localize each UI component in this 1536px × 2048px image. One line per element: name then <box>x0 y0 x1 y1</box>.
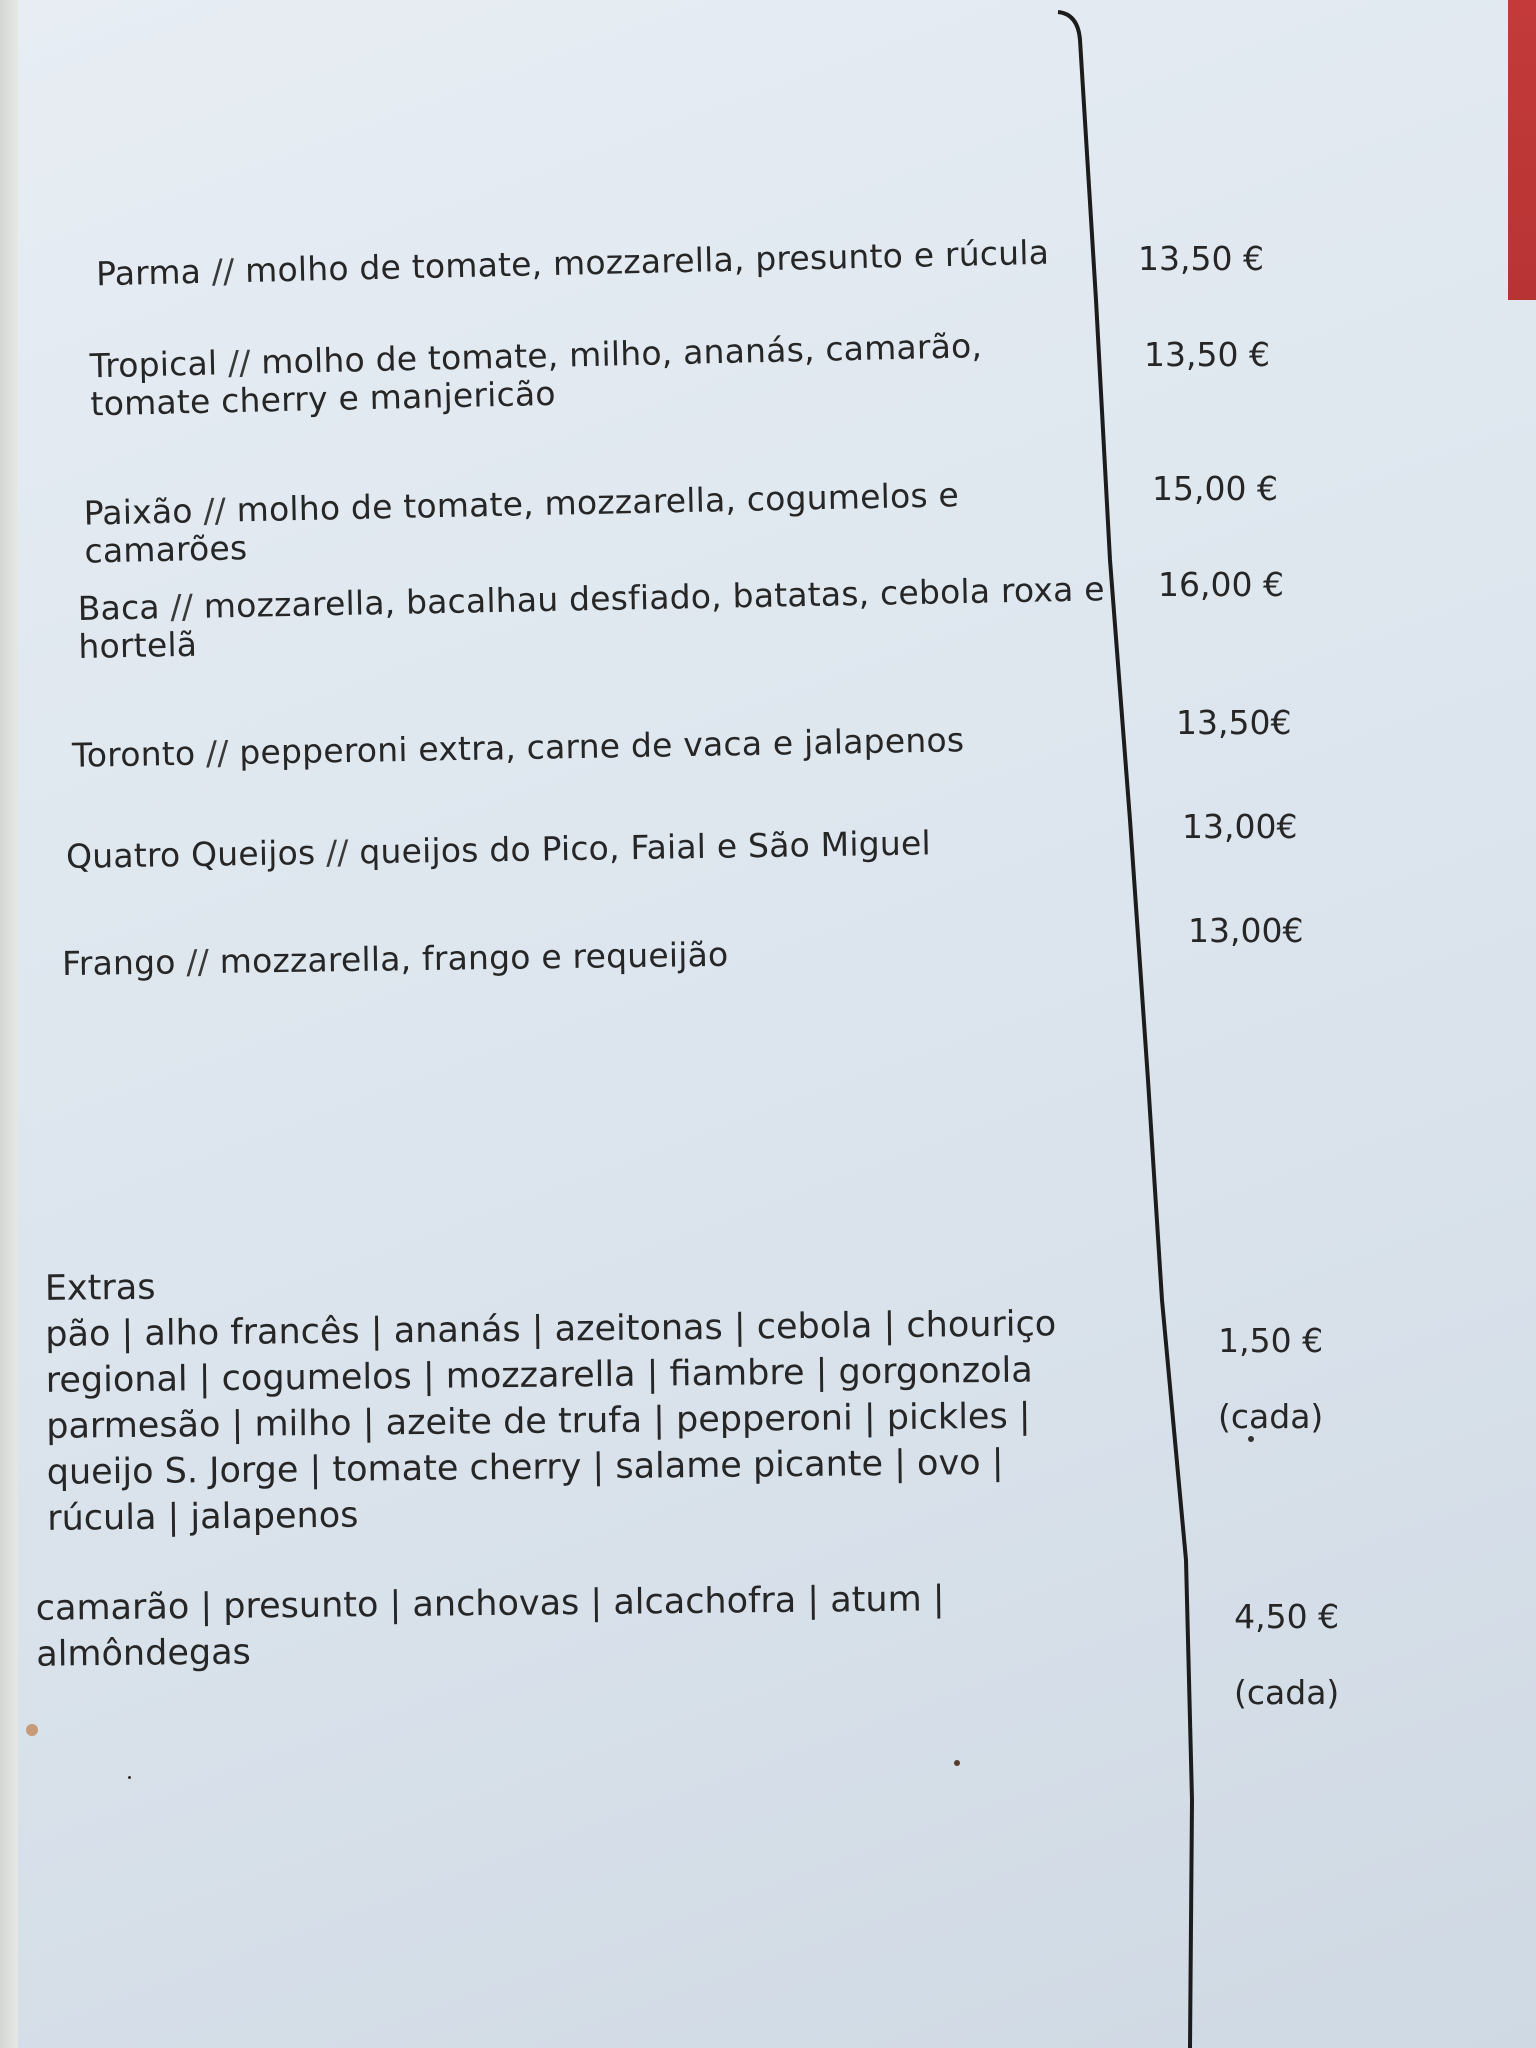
item-ingredients: pepperoni extra, carne de vaca e jalapenos <box>238 720 965 772</box>
paper-dot <box>1248 1436 1254 1442</box>
price-frango: 13,00€ <box>1188 911 1304 950</box>
item-ingredients: queijos do Pico, Faial e São Miguel <box>359 823 932 872</box>
extras-heading: Extras <box>44 1267 156 1309</box>
separator: // <box>170 586 194 627</box>
price-baca: 16,00 € <box>1158 565 1284 604</box>
paper-stain <box>26 1724 38 1736</box>
item-ingredients: molho de tomate, mozzarella, cogumelos e camarões <box>84 475 960 571</box>
item-name: Parma <box>95 251 202 294</box>
price-paixao: 15,00 € <box>1152 469 1278 508</box>
item-ingredients: mozzarella, bacalhau desfiado, batatas, cebola roxa e hortelã <box>78 569 1105 666</box>
price-parma: 13,50 € <box>1138 239 1264 278</box>
extras-group2-price-block <box>1234 1560 1339 1750</box>
item-name: Tropical <box>89 343 218 386</box>
item-name: Toronto <box>71 733 196 775</box>
extras-group2-note: (cada) <box>1234 1673 1340 1712</box>
item-name: Frango <box>61 942 176 984</box>
extras-group1-items: pão | alho francês | ananás | azeitonas | cebola | chouriço regional | cogumelos | mozzarella | fiambre | gorgonzola parmesão | milho | azeite de trufa | pepperoni | pickles | queijo S. Jorge | tomate cherry | salame picante | ovo | rúcula | jalapenos <box>45 1304 1057 1539</box>
red-tablecloth <box>1508 0 1536 300</box>
extras-group1-price-block <box>1218 1284 1323 1474</box>
extras-group2 <box>36 1574 1137 1678</box>
paper-dot <box>954 1760 960 1766</box>
separator: // <box>325 832 349 872</box>
item-ingredients: molho de tomate, mozzarella, presunto e rúcula <box>244 232 1050 290</box>
paper-dot <box>128 1776 131 1779</box>
item-ingredients: molho de tomate, milho, ananás, camarão, tomate cherry e manjericão <box>90 326 983 424</box>
extras-group2-items: camarão | presunto | anchovas | alcachofra | atum | almôndegas <box>35 1579 945 1675</box>
price-toronto: 13,50€ <box>1176 703 1292 742</box>
extras-group1-price: 1,50 € <box>1218 1321 1324 1360</box>
extras-group1-note: (cada) <box>1218 1397 1324 1436</box>
item-name: Paixão <box>83 491 194 533</box>
extras-section <box>45 1254 1168 1542</box>
extras-group2-price: 4,50 € <box>1234 1597 1340 1636</box>
separator: // <box>205 733 229 773</box>
separator: // <box>186 942 210 982</box>
item-ingredients: mozzarella, frango e requeijão <box>219 934 729 981</box>
item-name: Baca <box>77 587 161 628</box>
separator: // <box>211 251 235 291</box>
item-name: Quatro Queijos <box>65 833 316 876</box>
separator: // <box>202 490 227 531</box>
price-quatro-queijos: 13,00€ <box>1182 807 1298 846</box>
price-tropical: 13,50 € <box>1144 335 1270 374</box>
separator: // <box>227 342 252 383</box>
